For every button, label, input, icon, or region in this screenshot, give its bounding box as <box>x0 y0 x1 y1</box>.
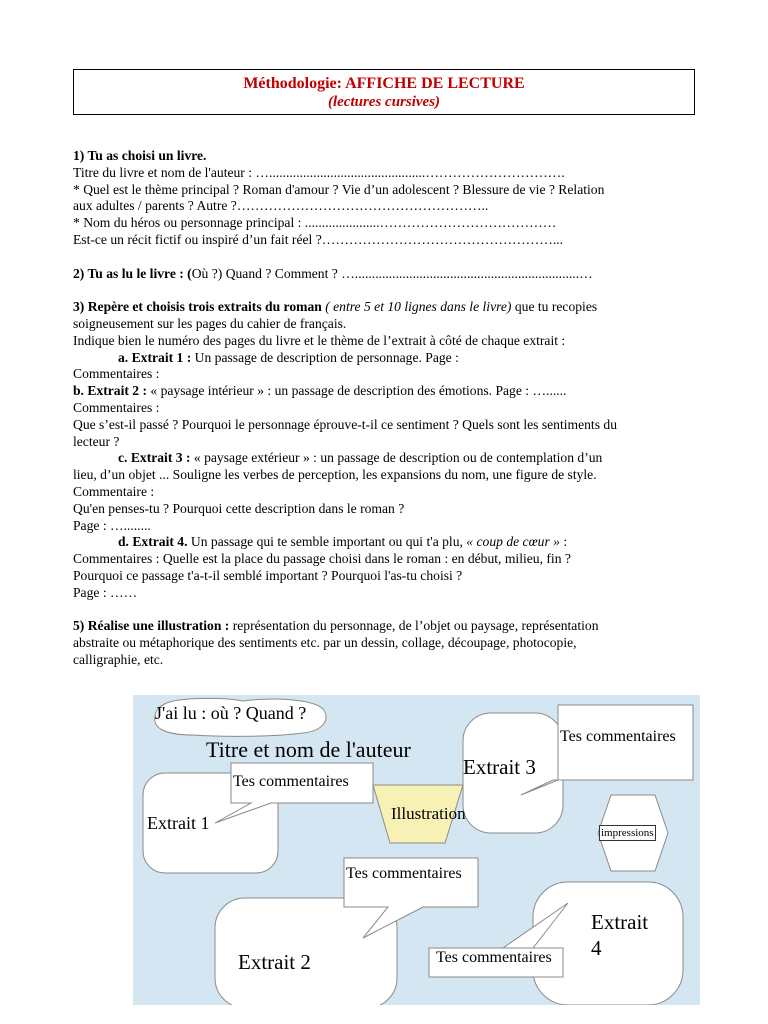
extrait-c-text: « paysage extérieur » : un passage de description ou de contemplation d’un <box>190 450 603 466</box>
section5-heading: 5) Réalise une illustration : <box>73 618 230 634</box>
comment1-shape <box>215 763 373 823</box>
extrait4-box <box>533 882 683 1005</box>
section5-line3: calligraphie, etc. <box>73 651 164 667</box>
extrait-d-italic: « coup de cœur » <box>466 534 560 550</box>
page-title: Méthodologie: AFFICHE DE LECTURE <box>243 75 525 92</box>
extrait-c-comment: Commentaire : <box>73 483 155 499</box>
extrait-b-label: b. Extrait 2 : <box>73 383 148 399</box>
extrait-b-text: « paysage intérieur » : un passage de description des émotions. Page : …...... <box>147 383 567 399</box>
section5-text: représentation du personnage, de l’objet ou paysage, représentation <box>229 618 599 634</box>
section1-line4: * Nom du héros ou personnage principal : ......................………………………………… <box>73 215 557 231</box>
extrait-c-page: Page : …........ <box>73 517 151 533</box>
comment2-label: Tes commentaires <box>346 865 462 882</box>
section3-heading: 3) Repère et choisis trois extraits du roman <box>73 299 322 315</box>
section2-text: Où ?) Quand ? Comment ? …..................................................................… <box>191 265 593 281</box>
illustration-label: Illustration <box>391 804 466 823</box>
title-author-label: Titre et nom de l'auteur <box>206 737 411 762</box>
extrait-d-label: d. Extrait 4. <box>118 534 188 550</box>
section1-line5: Est-ce un récit fictif ou inspiré d’un fait réel ?……………………………………………... <box>73 231 564 247</box>
document-body <box>73 148 698 669</box>
section1-heading: 1) Tu as choisi un livre. <box>73 148 207 163</box>
extrait-a-comment: Commentaires : <box>73 366 160 382</box>
section3-line2: soigneusement sur les pages du cahier de français. <box>73 315 347 331</box>
extrait-a-label: a. Extrait 1 : <box>118 349 192 365</box>
section3-italic: ( entre 5 et 10 lignes dans le livre) <box>321 299 512 315</box>
extrait-c-question: Qu'en penses-tu ? Pourquoi cette description dans le roman ? <box>73 500 405 516</box>
extrait2-label: Extrait 2 <box>238 950 311 974</box>
poster-diagram <box>133 695 700 1005</box>
section1-line2: * Quel est le thème principal ? Roman d'amour ? Vie d’un adolescent ? Blessure de vie ? Relation <box>73 181 605 197</box>
section1-line1: Titre du livre et nom de l'auteur : …..............................................…………………………. <box>73 164 565 180</box>
comment1-label: Tes commentaires <box>233 773 349 790</box>
cloud-bubble-label: J'ai lu : où ? Quand ? <box>155 703 307 723</box>
page-subtitle: (lectures cursives) <box>327 94 441 110</box>
comment4-label: Tes commentaires <box>436 949 552 966</box>
extrait-c-label: c. Extrait 3 : <box>118 450 191 466</box>
section5-line2: abstraite ou métaphorique des sentiments etc. par un dessin, collage, découpage, photocopie, <box>73 635 577 651</box>
extrait-b-question2: lecteur ? <box>73 433 120 449</box>
extrait-c-line2: lieu, d’un objet ... Souligne les verbes de perception, les expansions du nom, une figure de style. <box>73 467 597 483</box>
extrait-a-text: Un passage de description de personnage. Page : <box>191 349 459 365</box>
section3-text: que tu recopies <box>511 299 598 315</box>
title-box <box>73 69 695 115</box>
impressions-label: impressions <box>601 827 654 839</box>
extrait4-label-a: Extrait <box>591 910 649 934</box>
extrait-d-page: Page : …… <box>73 584 138 600</box>
extrait3-label: Extrait 3 <box>463 755 536 779</box>
section3-line3: Indique bien le numéro des pages du livre et le thème de l’extrait à côté de chaque extrait : <box>73 332 566 348</box>
comment3-label: Tes commentaires <box>560 728 676 745</box>
extrait-b-comment: Commentaires : <box>73 399 160 415</box>
extrait-d-question: Pourquoi ce passage t'a-t-il semblé important ? Pourquoi l'as-tu choisi ? <box>73 567 463 583</box>
extrait4-label-b: 4 <box>591 936 602 960</box>
extrait-d-comment: Commentaires : Quelle est la place du passage choisi dans le roman : en début, milieu, fin ? <box>73 551 571 567</box>
extrait-d-end: : <box>559 534 568 550</box>
section1-line3: aux adultes / parents ? Autre ?……………………………………………….. <box>73 198 489 214</box>
extrait-b-question1: Que s’est-il passé ? Pourquoi le personnage éprouve-t-il ce sentiment ? Quels sont les sentiments du <box>73 416 617 432</box>
extrait-d-text: Un passage qui te semble important ou qui t'a plu, <box>187 534 467 550</box>
section2-heading: 2) Tu as lu le livre : ( <box>73 265 192 281</box>
extrait1-label: Extrait 1 <box>147 813 210 833</box>
